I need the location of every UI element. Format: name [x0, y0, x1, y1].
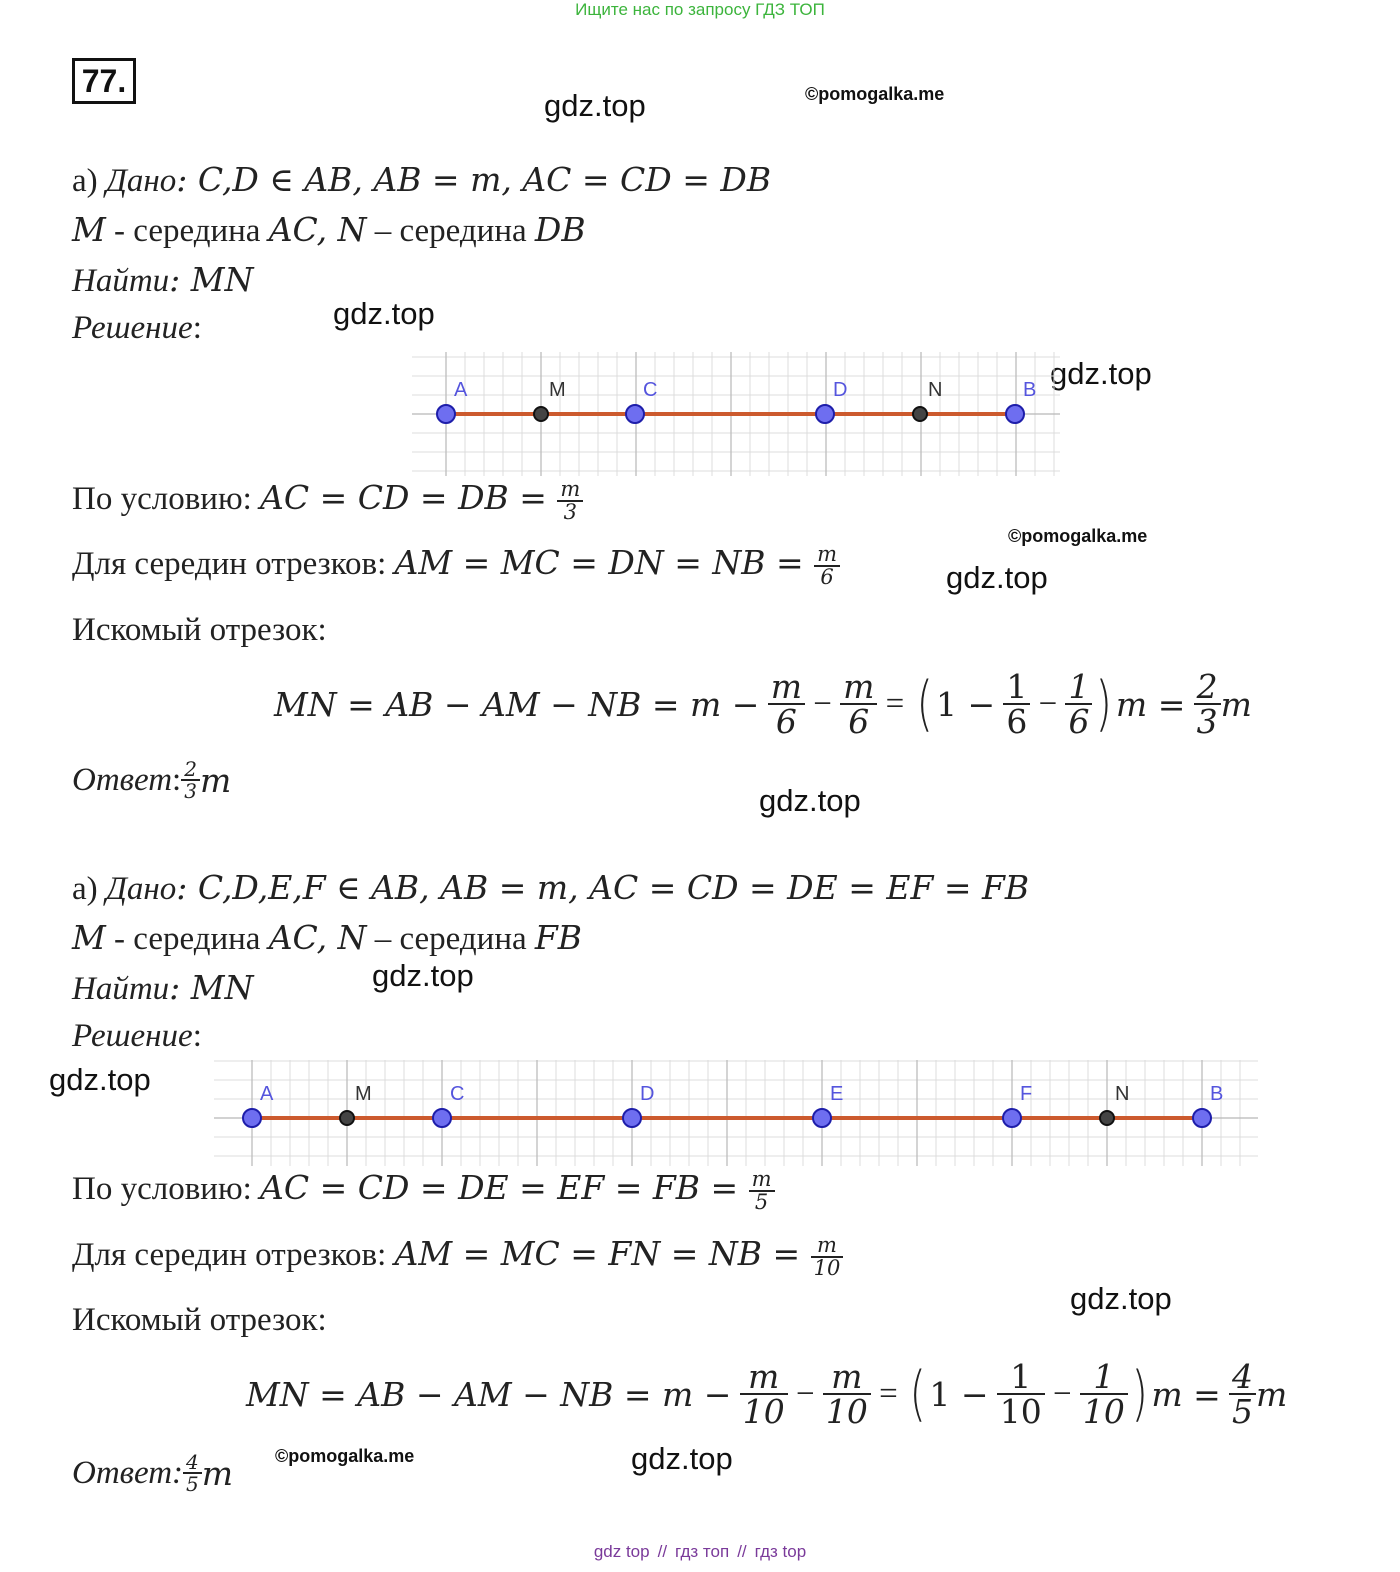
fraction: $\frac{2}{3}$: [181, 759, 200, 801]
fraction: $\frac{1}{6}$: [1065, 670, 1092, 738]
fraction: $\frac{m}{6}$: [814, 544, 840, 588]
point-a: [437, 405, 455, 423]
footer-link[interactable]: gdz top: [593, 1542, 650, 1561]
midpoints-line-b: M - середина AC, N – середина FB: [72, 918, 583, 957]
answer-line-b: Ответ: $\frac{4}{5}$ m: [72, 1450, 234, 1496]
point-label-n: N: [928, 379, 943, 401]
footer-separator: //: [737, 1542, 747, 1561]
midpoints-line-a: M - середина AC, N – середина DB: [72, 210, 586, 249]
condition-line-a: По условию: AC = CD = DB = $\frac{m}{3}$: [72, 478, 583, 523]
point-m: [340, 1111, 354, 1125]
point-label-a: A: [260, 1083, 274, 1105]
solution-heading-a: Решение:: [72, 310, 202, 346]
sought-label-a: Искомый отрезок:: [72, 612, 327, 648]
find-line-a: Найти: MN: [72, 260, 254, 299]
midsegment-line-a: Для середин отрезков: AM = MC = DN = NB = $\frac{m}{6}$: [72, 543, 840, 588]
fraction: $\frac{m}{5}$: [749, 1169, 775, 1213]
point-f: [1003, 1109, 1021, 1127]
watermark-gdz: gdz.top: [333, 296, 435, 331]
point-m: [534, 407, 548, 421]
segment-diagram-a: [412, 352, 1060, 476]
point-b: [1193, 1109, 1211, 1127]
formula-a: MN = AB − AM − NB = m − $\frac{m}{6}$ − $\frac{m}{6}$ = ( 1 − $\frac{1}{6}$ − $\frac{1}{6}$ ) m = $\frac{2}{3}$ m: [274, 667, 1252, 741]
fraction: $\frac{m}{6}$: [768, 670, 805, 738]
watermark-gdz: gdz.top: [544, 88, 646, 123]
point-label-n: N: [1115, 1083, 1130, 1105]
footer-link[interactable]: гдз топ: [675, 1542, 730, 1561]
fraction: $\frac{1}{10}$: [1080, 1360, 1128, 1428]
point-c: [433, 1109, 451, 1127]
answer-line-a: Ответ : $\frac{2}{3}$ m: [72, 757, 232, 803]
point-c: [626, 405, 644, 423]
given-line-a: а) Дано: C,D ∈ AB, AB = m, AC = CD = DB: [72, 160, 772, 199]
watermark-pomogalka: ©pomogalka.me: [805, 84, 945, 104]
top-search-note: Ищите нас по запросу ГДЗ ТОП: [575, 0, 825, 19]
point-label-b: B: [1210, 1083, 1224, 1105]
point-label-a: A: [454, 379, 468, 401]
sought-label-b: Искомый отрезок:: [72, 1302, 327, 1338]
fraction: $\frac{1}{10}$: [997, 1360, 1045, 1428]
solution-heading-b: Решение:: [72, 1018, 202, 1054]
formula-b: MN = AB − AM − NB = m − $\frac{m}{10}$ − $\frac{m}{10}$ = ( 1 − $\frac{1}{10}$ − $\frac{1}{10}$ ) m = $\frac{4}{5}$ m: [246, 1357, 1288, 1431]
fraction: $\frac{m}{10}$: [740, 1360, 788, 1428]
watermark-gdz: gdz.top: [631, 1441, 733, 1476]
fraction: $\frac{m}{10}$: [811, 1235, 844, 1279]
watermark-gdz: gdz.top: [946, 560, 1048, 595]
task-number: 77.: [72, 58, 136, 104]
given-line-b: а) Дано: C,D,E,F ∈ AB, AB = m, AC = CD = DE = EF = FB: [72, 868, 1030, 907]
fraction: $\frac{2}{3}$: [1194, 670, 1221, 738]
fraction: $\frac{4}{5}$: [183, 1452, 202, 1494]
footer-links: [0, 1542, 1400, 1562]
watermark-pomogalka: ©pomogalka.me: [1008, 526, 1148, 546]
footer-link[interactable]: гдз top: [754, 1542, 807, 1561]
fraction: $\frac{4}{5}$: [1229, 1360, 1256, 1428]
watermark-gdz: gdz.top: [759, 783, 861, 818]
watermark-gdz: gdz.top: [1070, 1281, 1172, 1316]
point-label-c: C: [643, 379, 658, 401]
watermark-gdz: gdz.top: [49, 1062, 151, 1097]
point-label-b: B: [1023, 379, 1037, 401]
midsegment-line-b: Для середин отрезков: AM = MC = FN = NB = $\frac{m}{10}$: [72, 1234, 843, 1279]
watermark-gdz: gdz.top: [1050, 356, 1152, 391]
point-a: [243, 1109, 261, 1127]
point-e: [813, 1109, 831, 1127]
find-line-b: Найти: MN: [72, 968, 254, 1007]
watermark-pomogalka: ©pomogalka.me: [275, 1446, 415, 1466]
footer-separator: //: [657, 1542, 668, 1561]
point-label-c: C: [450, 1083, 465, 1105]
fraction: $\frac{m}{3}$: [557, 479, 583, 523]
point-d: [816, 405, 834, 423]
watermark-gdz: gdz.top: [372, 958, 474, 993]
fraction: $\frac{m}{10}$: [823, 1360, 871, 1428]
point-label-m: M: [355, 1083, 372, 1105]
point-label-d: D: [640, 1083, 655, 1105]
condition-line-b: По условию: AC = CD = DE = EF = FB = $\frac{m}{5}$: [72, 1168, 775, 1213]
point-label-f: F: [1020, 1083, 1033, 1105]
point-n: [1100, 1111, 1114, 1125]
fraction: $\frac{m}{6}$: [840, 670, 877, 738]
point-n: [913, 407, 927, 421]
point-label-m: M: [549, 379, 566, 401]
fraction: $\frac{1}{6}$: [1003, 670, 1030, 738]
point-label-e: E: [830, 1083, 844, 1105]
point-label-d: D: [833, 379, 848, 401]
point-d: [623, 1109, 641, 1127]
point-b: [1006, 405, 1024, 423]
segment-diagram-b: [214, 1060, 1258, 1166]
